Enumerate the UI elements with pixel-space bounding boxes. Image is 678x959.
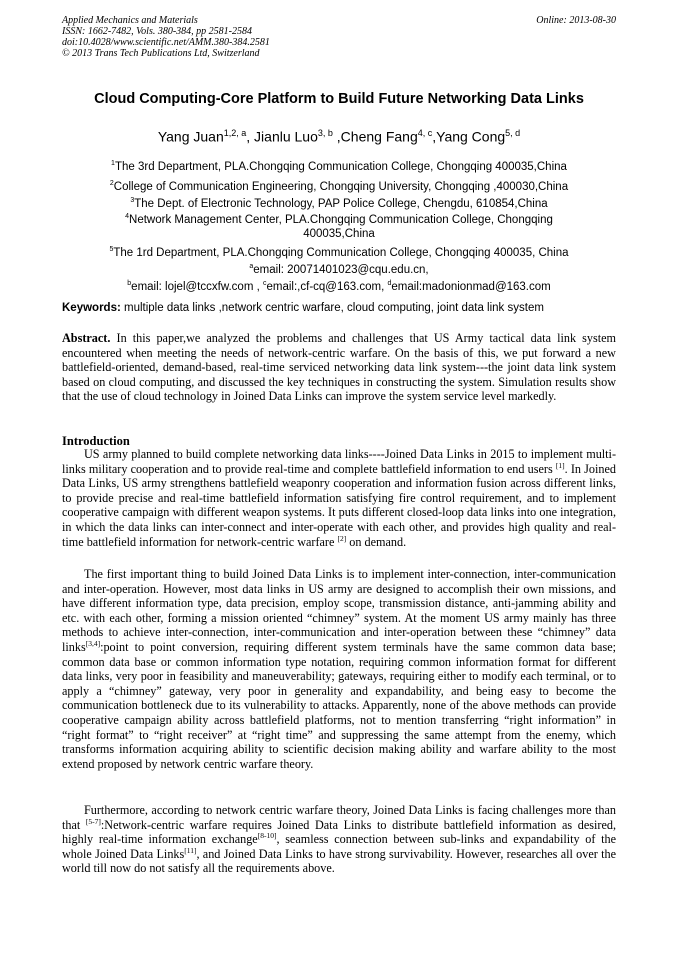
- author-name: Yang Juan: [157, 128, 224, 145]
- para-text: , and Joined Data Links to have strong survivability. However, researches all over the world till now do not satisfy all the requirements above.: [62, 846, 616, 876]
- citation: [2]: [337, 533, 347, 543]
- email-line: [62, 260, 616, 277]
- citation: [1]: [555, 460, 565, 470]
- keywords-text: multiple data links ,network centric warfare, cloud computing, joint data link system: [120, 302, 544, 314]
- affil-text: The Dept. of Electronic Technology, PAP Police College, Chengdu, 610854,China: [134, 197, 548, 210]
- affil-text: College of Communication Engineering, Chongqing University, Chongqing ,400030,China: [113, 180, 569, 193]
- section-heading: Introduction: [62, 434, 130, 448]
- paper-title: Cloud Computing-Core Platform to Build Future Networking Data Links: [94, 91, 584, 107]
- para-text: . In Joined Data Links, US army strengthens battlefield weaponry cooperation and information fusion across different links, to provide precise and real-time battlefield information satisfying fire control requirement, and to implement cooperative campaign with different weapon systems. It puts different closed-loop data links into one integration, in which the data links can inter-connect and inter-operate with each other, and provides high quality and real-time battlefield information for network-centric warfare: [62, 461, 616, 549]
- email-line: [62, 277, 616, 294]
- affiliation-line: [62, 210, 616, 241]
- affil-sup: 5: [109, 246, 114, 254]
- abstract: [62, 331, 616, 404]
- affil-text: The 3rd Department, PLA.Chongqing Communication College, Chongqing 400035,China: [114, 160, 567, 173]
- email-sup: a: [249, 263, 254, 271]
- affil-text: The 1rd Department, PLA.Chongqing Communication College, Chongqing 400035, China: [113, 247, 569, 260]
- affil-text: Network Management Center, PLA.Chongqing Communication College, Chongqing 400035,China: [129, 214, 553, 241]
- email-text: email:,cf-cq@163.com,: [266, 280, 385, 293]
- para-text: :point to point conversion, requiring different system terminals have the same common data base; common data base or common information type notation, requiring common information format for different data links, very poor in feasibility and maneuverability; gateways, requiring either to modify each terminal, or to apply a “chimney” gateway, very poor in generality and expandability, and being easy to become the communication bottleneck due to its vulnerability to attacks. Apparently, none of the above methods can provide cooperative campaign ability across battlefield platforms, not to mention transferring “right information” in “right format” to “right receiver” at “right time” and suppressing the same attempt from the enemy, which transforms information acquiring ability to scientific decision making ability and warfare ability to the most extend proposed by network centric warfare theory.: [62, 639, 616, 771]
- paragraph: [62, 567, 616, 771]
- citation: [11]: [184, 845, 197, 855]
- email-text: email: lojel@tccxfw.com ,: [131, 280, 260, 293]
- citation: [3,4]: [85, 638, 101, 648]
- journal-name: Applied Mechanics and Materials: [62, 15, 198, 26]
- abstract-label: Abstract.: [62, 331, 111, 345]
- author-sup: 1,2, a: [223, 128, 247, 138]
- paragraph: [62, 803, 616, 876]
- affiliation-line: [62, 243, 616, 260]
- author-list: [0, 128, 678, 145]
- affiliation-line: [62, 157, 616, 174]
- affil-sup: 4: [125, 213, 130, 221]
- affil-sup: 1: [111, 160, 115, 167]
- para-text: on demand.: [346, 534, 407, 549]
- author-sup: 4, c: [417, 128, 433, 138]
- online-date: Online: 2013-08-30: [536, 15, 616, 26]
- affiliations: [62, 157, 616, 294]
- author-name: ,Yang Cong: [432, 128, 506, 145]
- email-text: email:madonionmad@163.com: [391, 280, 551, 293]
- email-sup: c: [263, 279, 267, 287]
- journal-header: [62, 15, 616, 59]
- keywords: [62, 302, 616, 314]
- para-text: , seamless connection between sub-links and expandability of the whole Joined Data Links: [62, 832, 616, 861]
- paragraph: [62, 447, 616, 549]
- email-sup: b: [127, 279, 132, 287]
- para-text: :Network-centric warfare requires Joined Data Links to distribute battlefield information as desired, highly real-time information exchange: [62, 817, 617, 847]
- email-sup: d: [387, 279, 392, 287]
- para-text: The first important thing to build Joined Data Links is to implement inter-connection, inter-communication and inter-operation. However, most data links in US army are designed to accomplish their own missions, and have different information type, data precision, employ scope, transmission distance, anti-jamming ability and etc. with each other, forming a mission oriented “chimney” system. At the moment US army mainly has three methods to achieve inter-connection, inter-communication and inter-operation between these “chimney” data links: [62, 567, 616, 654]
- affil-sup: 3: [130, 196, 135, 204]
- doi-line: doi:10.4028/www.scientific.net/AMM.380-384.2581: [62, 37, 270, 48]
- author-sup: 5, d: [505, 128, 521, 138]
- citation: [8-10]: [257, 831, 277, 841]
- citation: [5-7]: [85, 816, 101, 826]
- affiliation-line: [62, 177, 616, 194]
- author-name: ,Cheng Fang: [332, 128, 418, 145]
- abstract-text: In this paper,we analyzed the problems and challenges that US Army tactical data link system encountered when meeting the needs of network-centric warfare. On the basis of this, we put forward a new battlefield-oriented, demand-based, real-time serviced networking data link system---the joint data link system based on cloud computing, and discussed the key techniques in constructing the system. Simulation results show that the use of cloud technology in Joined Data Links can improve the system service level markedly.: [62, 331, 616, 404]
- copyright-line: © 2013 Trans Tech Publications Ltd, Switzerland: [62, 48, 260, 59]
- author-sup: 3, b: [317, 128, 333, 138]
- affil-sup: 2: [109, 179, 114, 187]
- para-text: Furthermore, according to network centric warfare theory, Joined Data Links is facing challenges more than that: [62, 803, 616, 832]
- affiliation-line: [62, 194, 616, 211]
- para-text: US army planned to build complete networking data links----Joined Data Links in 2015 to implement multi-links military cooperation and to provide real-time and complete battlefield information to end users: [62, 447, 616, 476]
- issn-line: ISSN: 1662-7482, Vols. 380-384, pp 2581-2584: [62, 26, 252, 37]
- author-name: , Jianlu Luo: [246, 128, 318, 145]
- keywords-label: Keywords:: [62, 302, 121, 314]
- email-text: email: 20071401023@cqu.edu.cn,: [253, 263, 429, 276]
